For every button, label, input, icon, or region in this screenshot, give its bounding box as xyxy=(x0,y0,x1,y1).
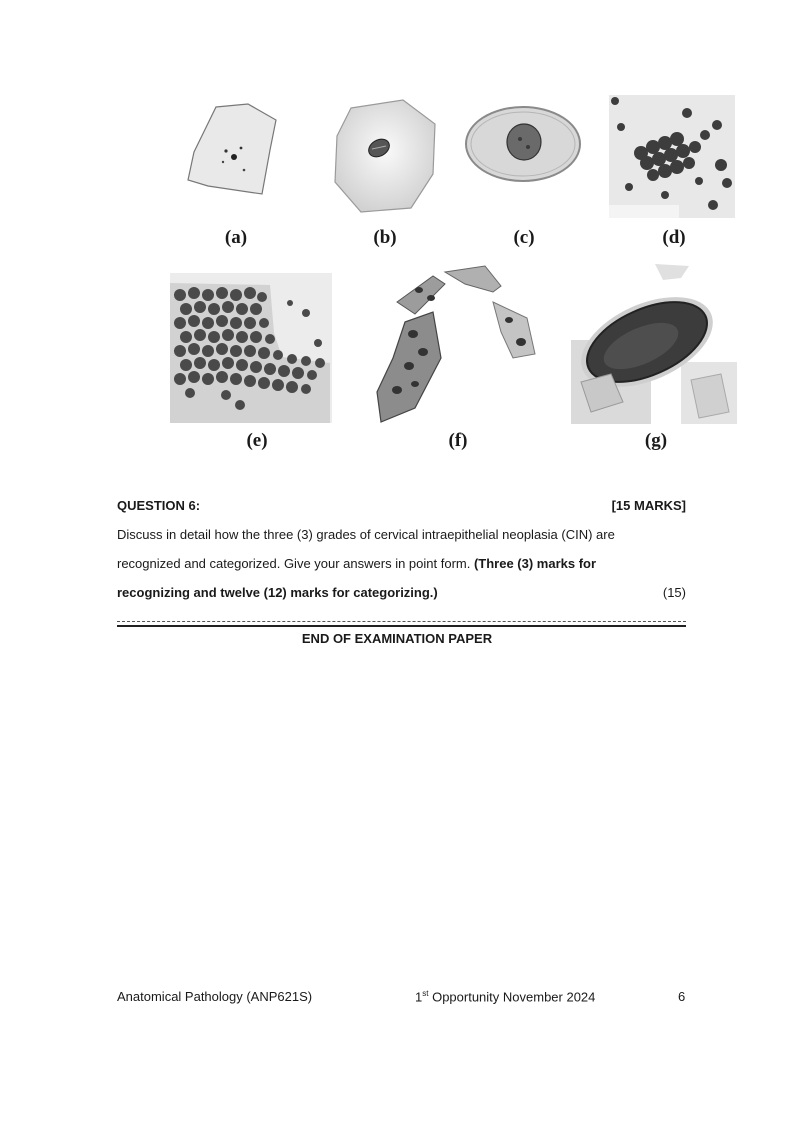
question-marks: [15 MARKS] xyxy=(611,498,686,513)
figure-label-f: (f) xyxy=(448,430,468,451)
solid-divider xyxy=(117,625,686,627)
question-text-1: Discuss in detail how the three (3) grades of cervical intraepithelial neoplasia (CIN) are xyxy=(117,527,615,542)
page-number: 6 xyxy=(678,989,686,1004)
figure-f xyxy=(375,262,537,424)
dashed-divider xyxy=(117,621,686,622)
footer-opportunity-suffix: st xyxy=(422,989,429,998)
figure-label-g: (g) xyxy=(644,430,668,451)
question-line-2 xyxy=(117,556,596,571)
question-text-2-bold: (Three (3) marks for xyxy=(473,556,597,571)
figure-c xyxy=(462,103,584,185)
figure-label-b: (b) xyxy=(373,227,397,248)
cell-sheet-micrograph-icon xyxy=(170,273,332,423)
question-line-1 xyxy=(117,527,615,542)
footer-opportunity-number: 1 xyxy=(415,989,423,1005)
figure-g xyxy=(571,262,737,424)
parabasal-cell-micrograph-icon xyxy=(462,103,584,185)
columnar-cells-micrograph-icon xyxy=(375,262,537,424)
footer-opportunity xyxy=(415,989,595,1004)
question-points: (15) xyxy=(662,585,686,600)
figure-label-c: (c) xyxy=(513,227,535,248)
end-of-paper: END OF EXAMINATION PAPER xyxy=(301,631,493,646)
figure-d xyxy=(609,95,735,218)
figure-label-a: (a) xyxy=(224,227,248,248)
figure-a xyxy=(186,102,286,200)
footer-course: Anatomical Pathology (ANP621S) xyxy=(117,989,313,1004)
intermediate-squamous-cell-micrograph-icon xyxy=(331,96,441,216)
superficial-squamous-cell-micrograph-icon xyxy=(186,102,286,200)
question-text-2: recognized and categorized. Give your answers in point form. xyxy=(117,556,474,571)
figure-e xyxy=(170,273,332,423)
footer-opportunity-text: Opportunity November 2024 xyxy=(428,989,596,1005)
figure-label-e: (e) xyxy=(246,430,268,451)
figure-label-d: (d) xyxy=(662,227,686,248)
question-title: QUESTION 6: xyxy=(117,498,201,513)
question-line-3: recognizing and twelve (12) marks for categorizing.) xyxy=(117,585,438,600)
cell-cluster-micrograph-icon xyxy=(609,95,735,218)
cell-aggregate-micrograph-icon xyxy=(571,262,737,424)
figure-b xyxy=(331,96,441,216)
